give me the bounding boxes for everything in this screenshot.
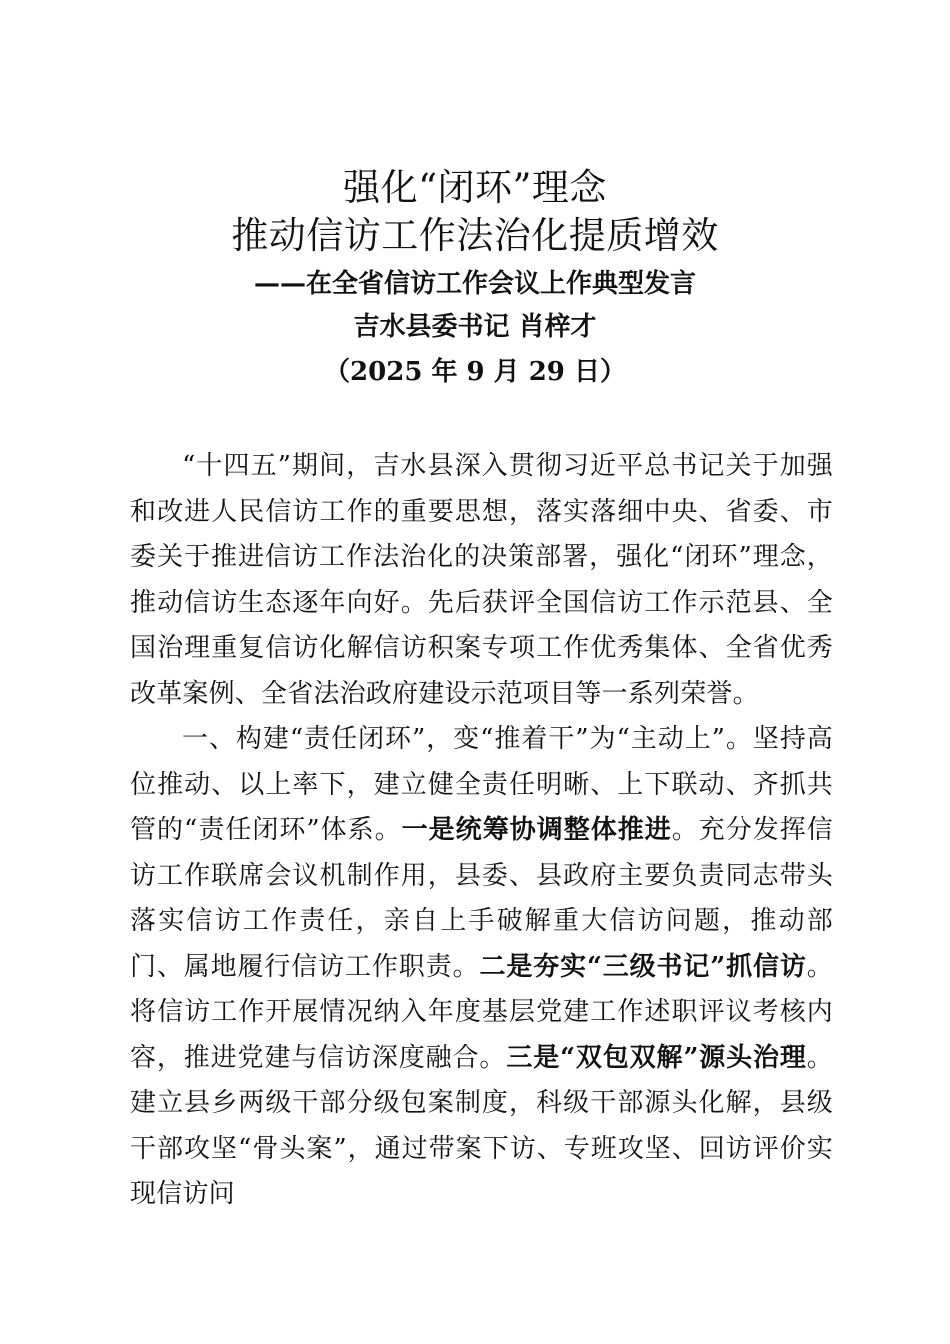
- section-1-heading: 一、构建“责任闭环”，变“推着干”为“主动上”。坚持高位推动、以上率下，建立健全责任明晰、上下联动、齐抓共管的“责任闭环”体系。: [130, 724, 833, 845]
- author-line: 吉水县委书记 肖梓才: [353, 312, 597, 342]
- paragraph-intro: “十四五”期间，吉水县深入贯彻习近平总书记关于加强和改进人民信访工作的重要思想，落实落细中央、省委、市委关于推进信访工作法治化的决策部署，强化“闭环”理念，推动信访生态逐年向好。先后获评全国信访工作示范县、全国治理重复信访化解信访积案专项工作优秀集体、全省优秀改革案例、全省法治政府建设示范项目等一系列荣誉。: [130, 451, 833, 709]
- point-3-title: 三是“双包双解”源头治理: [506, 1042, 807, 1073]
- title-line-2: 推动信访工作法治化提质增效: [231, 214, 719, 257]
- document-body: [130, 444, 833, 1218]
- point-1-title: 一是统筹协调整体推进: [401, 815, 672, 845]
- title-line-1: 强化“闭环”理念: [343, 166, 607, 209]
- subtitle: ——在全省信访工作会议上作典型发言: [253, 269, 696, 299]
- point-3-text: 。建立县乡两级干部分级包案制度，科级干部源头化解，县级干部攻坚“骨头案”，通过带案下访、专班攻坚、回访评价实现信访问: [130, 1042, 833, 1209]
- paragraph-section-1: [130, 717, 833, 1218]
- point-2-text: 。将信访工作开展情况纳入年度基层党建工作述职评议考核内容，推进党建与信访深度融合。: [130, 951, 833, 1073]
- point-2-title: 二是夯实“三级书记”抓信访: [479, 951, 807, 982]
- speech-date: （2025 年 9 月 29 日）: [324, 357, 626, 387]
- point-1-text: 。充分发挥信访工作联席会议机制作用，县委、县政府主要负责同志带头落实信访工作责任，亲自上手破解重大信访问题，推动部门、属地履行信访工作职责。: [130, 815, 833, 982]
